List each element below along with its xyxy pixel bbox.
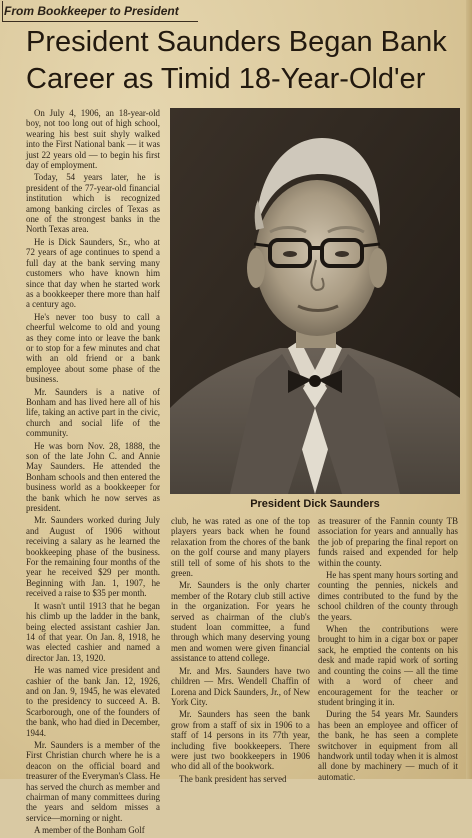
paragraph: club, he was rated as one of the top players years back when he found relaxation from the chores of the bank on the golf course and many players still tell of some of his shots to the green. [171,516,310,579]
paragraph: The bank president has served [179,773,287,784]
paragraph: He has spent many hours sorting and counting the pennies, nickels and dimes contributed to the fund by the school children of the county through the years. [318,570,458,622]
article-column-2 [171,516,310,786]
paragraph: Mr. and Mrs. Saunders have two children — Mrs. Wendell Chaffin of Lorena and Dick Saunders, Jr., of New York City. [171,665,310,707]
paragraph: When the contributions were brought to him in a cigar box or paper sack, he emptied the contents on his desk and made rapid work of sorting and counting the coins — all the time with a word of cheer and encouragement for the teacher or student bringing it in. [318,624,458,707]
paragraph: Mr. Saunders is a native of Bonham and has lived here all of his life, taking an active part in the civic, church and social life of the community. [26,386,160,439]
paragraph: Mr. Saunders has seen the bank grow from a staff of six in 1906 to a staff of 14 persons in its 77th year, including five bookkeepers. There were just two bookkeepers in 1906 who did all of the bookwork. [171,709,310,772]
headline-line-2: Career as Timid 18-Year-Old'er [26,63,426,95]
paragraph: During the 54 years Mr. Saunders has been an employee and officer of the bank, he has seen a complete switchover in equipment from all handwork until today when it is almost all done by machinery — much of it automatic. [318,709,458,782]
paragraph: He was born Nov. 28, 1888, the son of the late John C. and Annie May Saunders. He attended the Bonham schools and then entered the business world as a bookkeeper for the bank which he now serves as president. [26,440,160,514]
paragraph: He was named vice president and cashier of the bank Jan. 12, 1926, and on Jan. 9, 1945, he was elevated to the presidency to succeed A. B. Scarborough, one of the founders of the bank, who had died in December, 1944. [26,665,160,738]
portrait-photo [170,108,460,494]
portrait-illustration [170,108,460,494]
paragraph: as treasurer of the Fannin county TB association for years and annually has the job of preparing the final report on funds raised and expended for help within the county. [318,516,458,568]
paragraph: Today, 54 years later, he is president of the 77-year-old financial institution which is recognized among banking circles of Texas as one of the strongest banks in the North Texas area. [26,172,160,235]
paragraph: A member of the Bonham Golf [34,825,145,836]
paragraph: He is Dick Saunders, Sr., who at 72 years of age continues to spend a full day at the bank serving many customers who have known him since that day when he started work as a bookkeeper there more than half a century ago. [26,236,160,310]
paragraph: Mr. Saunders is a member of the First Christian church where he is a deacon on the official board and treasurer of the Everyman's Class. He has served the church as member and chairman of many committees during the years and seldom misses a service—morning or night. [26,739,160,823]
paragraph: Mr. Saunders is the only charter member of the Rotary club still active in the organization. For years he served as chairman of the club's student loan committee, a fund through which many deserving young men and women were given financial assistance to attend college. [171,580,310,664]
paragraph: It wasn't until 1913 that he began his climb up the ladder in the bank, being elected assistant cashier Jan. 14 of that year. On Jan. 8, 1918, he was elected cashier and named a director Jan. 13, 1920. [26,600,160,663]
article-column-3 [318,516,458,784]
paragraph: On July 4, 1906, an 18-year-old boy, not too long out of high school, wearing his best suit shyly walked into the First National bank — it was just 22 years old — to begin his first day of employment. [26,108,160,171]
headline-line-1: President Saunders Began Bank [26,26,447,58]
article-column-1 [26,108,160,838]
paragraph: He's never too busy to call a cheerful welcome to old and young as they come into or leave the bank or to stop for a few minutes and chat with an old friend or a bank employee about some phase of the business. [26,311,160,385]
kicker-label: From Bookkeeper to President [4,4,179,18]
headline [26,24,464,98]
page-edge [466,0,472,779]
paragraph: Mr. Saunders worked during July and August of 1906 without receiving a salary as he learned the bookkeeping phase of the business. For the remaining four months of the year he received $29 per month. Beginning with Jan. 1, 1907, he received a raise to $35 per month. [26,515,160,599]
photo-caption: President Dick Saunders [250,498,380,510]
